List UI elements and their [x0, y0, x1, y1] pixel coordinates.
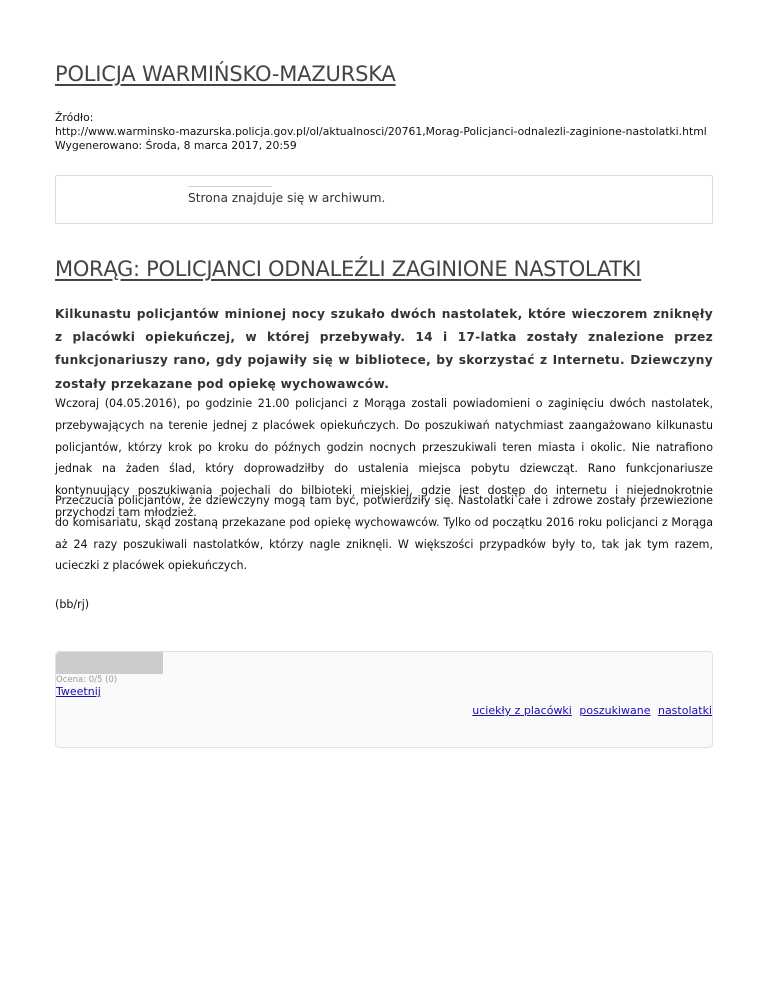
tweet-link[interactable]: Tweetnij	[56, 685, 101, 698]
article-paragraph-2: Przeczucia policjantów, że dziewczyny mogą tam być, potwierdziły się. Nastolatki całe i zdrowe zostały przewiezione do komisariatu, skąd zostaną przekazane pod opiekę wychowawców. Tylko od początku 2016 roku policjanci z Morąga aż 24 razy poszukiwali nastolatków, którzy nagle zniknęli. W większości przypadków były to, tak jak tym razem, ucieczki z placówek opiekuńczych.	[55, 494, 713, 573]
article-lead: Kilkunastu policjantów minionej nocy szukało dwóch nastolatek, które wieczorem zniknęły z placówki opiekuńczej, w której przebywały. 14 i 17-latka zostały znalezione przez funkcjonariuszy rano, gdy pojawiły się w bibliotece, by skorzystać z Internetu. Dziewczyny zostały przekazane pod opiekę wychowawców.	[55, 307, 713, 391]
tag-link[interactable]: uciekły z placówki	[472, 704, 572, 717]
article-paragraph-1: Wczoraj (04.05.2016), po godzinie 21.00 policjanci z Morąga zostali powiadomieni o zaginięciu dwóch nastolatek, przebywających na terenie jednej z placówek opiekuńczych. Do poszukiwań natychmiast zaangażowano kilkunastu policjantów, którzy krok po kroku do późnych godzin nocnych przeszukiwali teren miasta i okolic. Nie natrafiono jednak na żaden ślad, który doprowadziłby do ustalenia miejsca pobytu dziewcząt. Rano funkcjonariusze kontynuujący poszukiwania pojechali do bilbioteki miejskiej, gdzie jest dostęp do internetu i niejednokrotnie przychodzi tam młodzież.	[55, 397, 713, 519]
tag-link[interactable]: nastolatki	[657, 704, 712, 717]
generated-date: Wygenerowano: Środa, 8 marca 2017, 20:59	[55, 139, 297, 152]
article-title: MORĄG: POLICJANCI ODNALEŹLI ZAGINIONE NASTOLATKI	[55, 257, 642, 281]
rating-widget[interactable]	[56, 652, 163, 674]
tag-link[interactable]: poszukiwane	[579, 704, 651, 717]
archive-notice-box	[55, 175, 713, 224]
archive-notice: Strona znajduje się w archiwum.	[188, 191, 386, 205]
tag-list	[468, 704, 712, 717]
rating-label: Ocena: 0/5 (0)	[56, 675, 118, 685]
site-title: POLICJA WARMIŃSKO-MAZURSKA	[55, 62, 396, 86]
source-url: http://www.warminsko-mazurska.policja.gov.pl/ol/aktualnosci/20761,Morag-Policjanci-odnalezli-zaginione-nastolatki.html	[55, 125, 707, 138]
archive-divider	[188, 186, 272, 187]
source-meta	[55, 111, 715, 153]
article-footer	[55, 651, 713, 748]
source-label: Źródło:	[55, 111, 94, 124]
article-signature: (bb/rj)	[55, 598, 90, 611]
